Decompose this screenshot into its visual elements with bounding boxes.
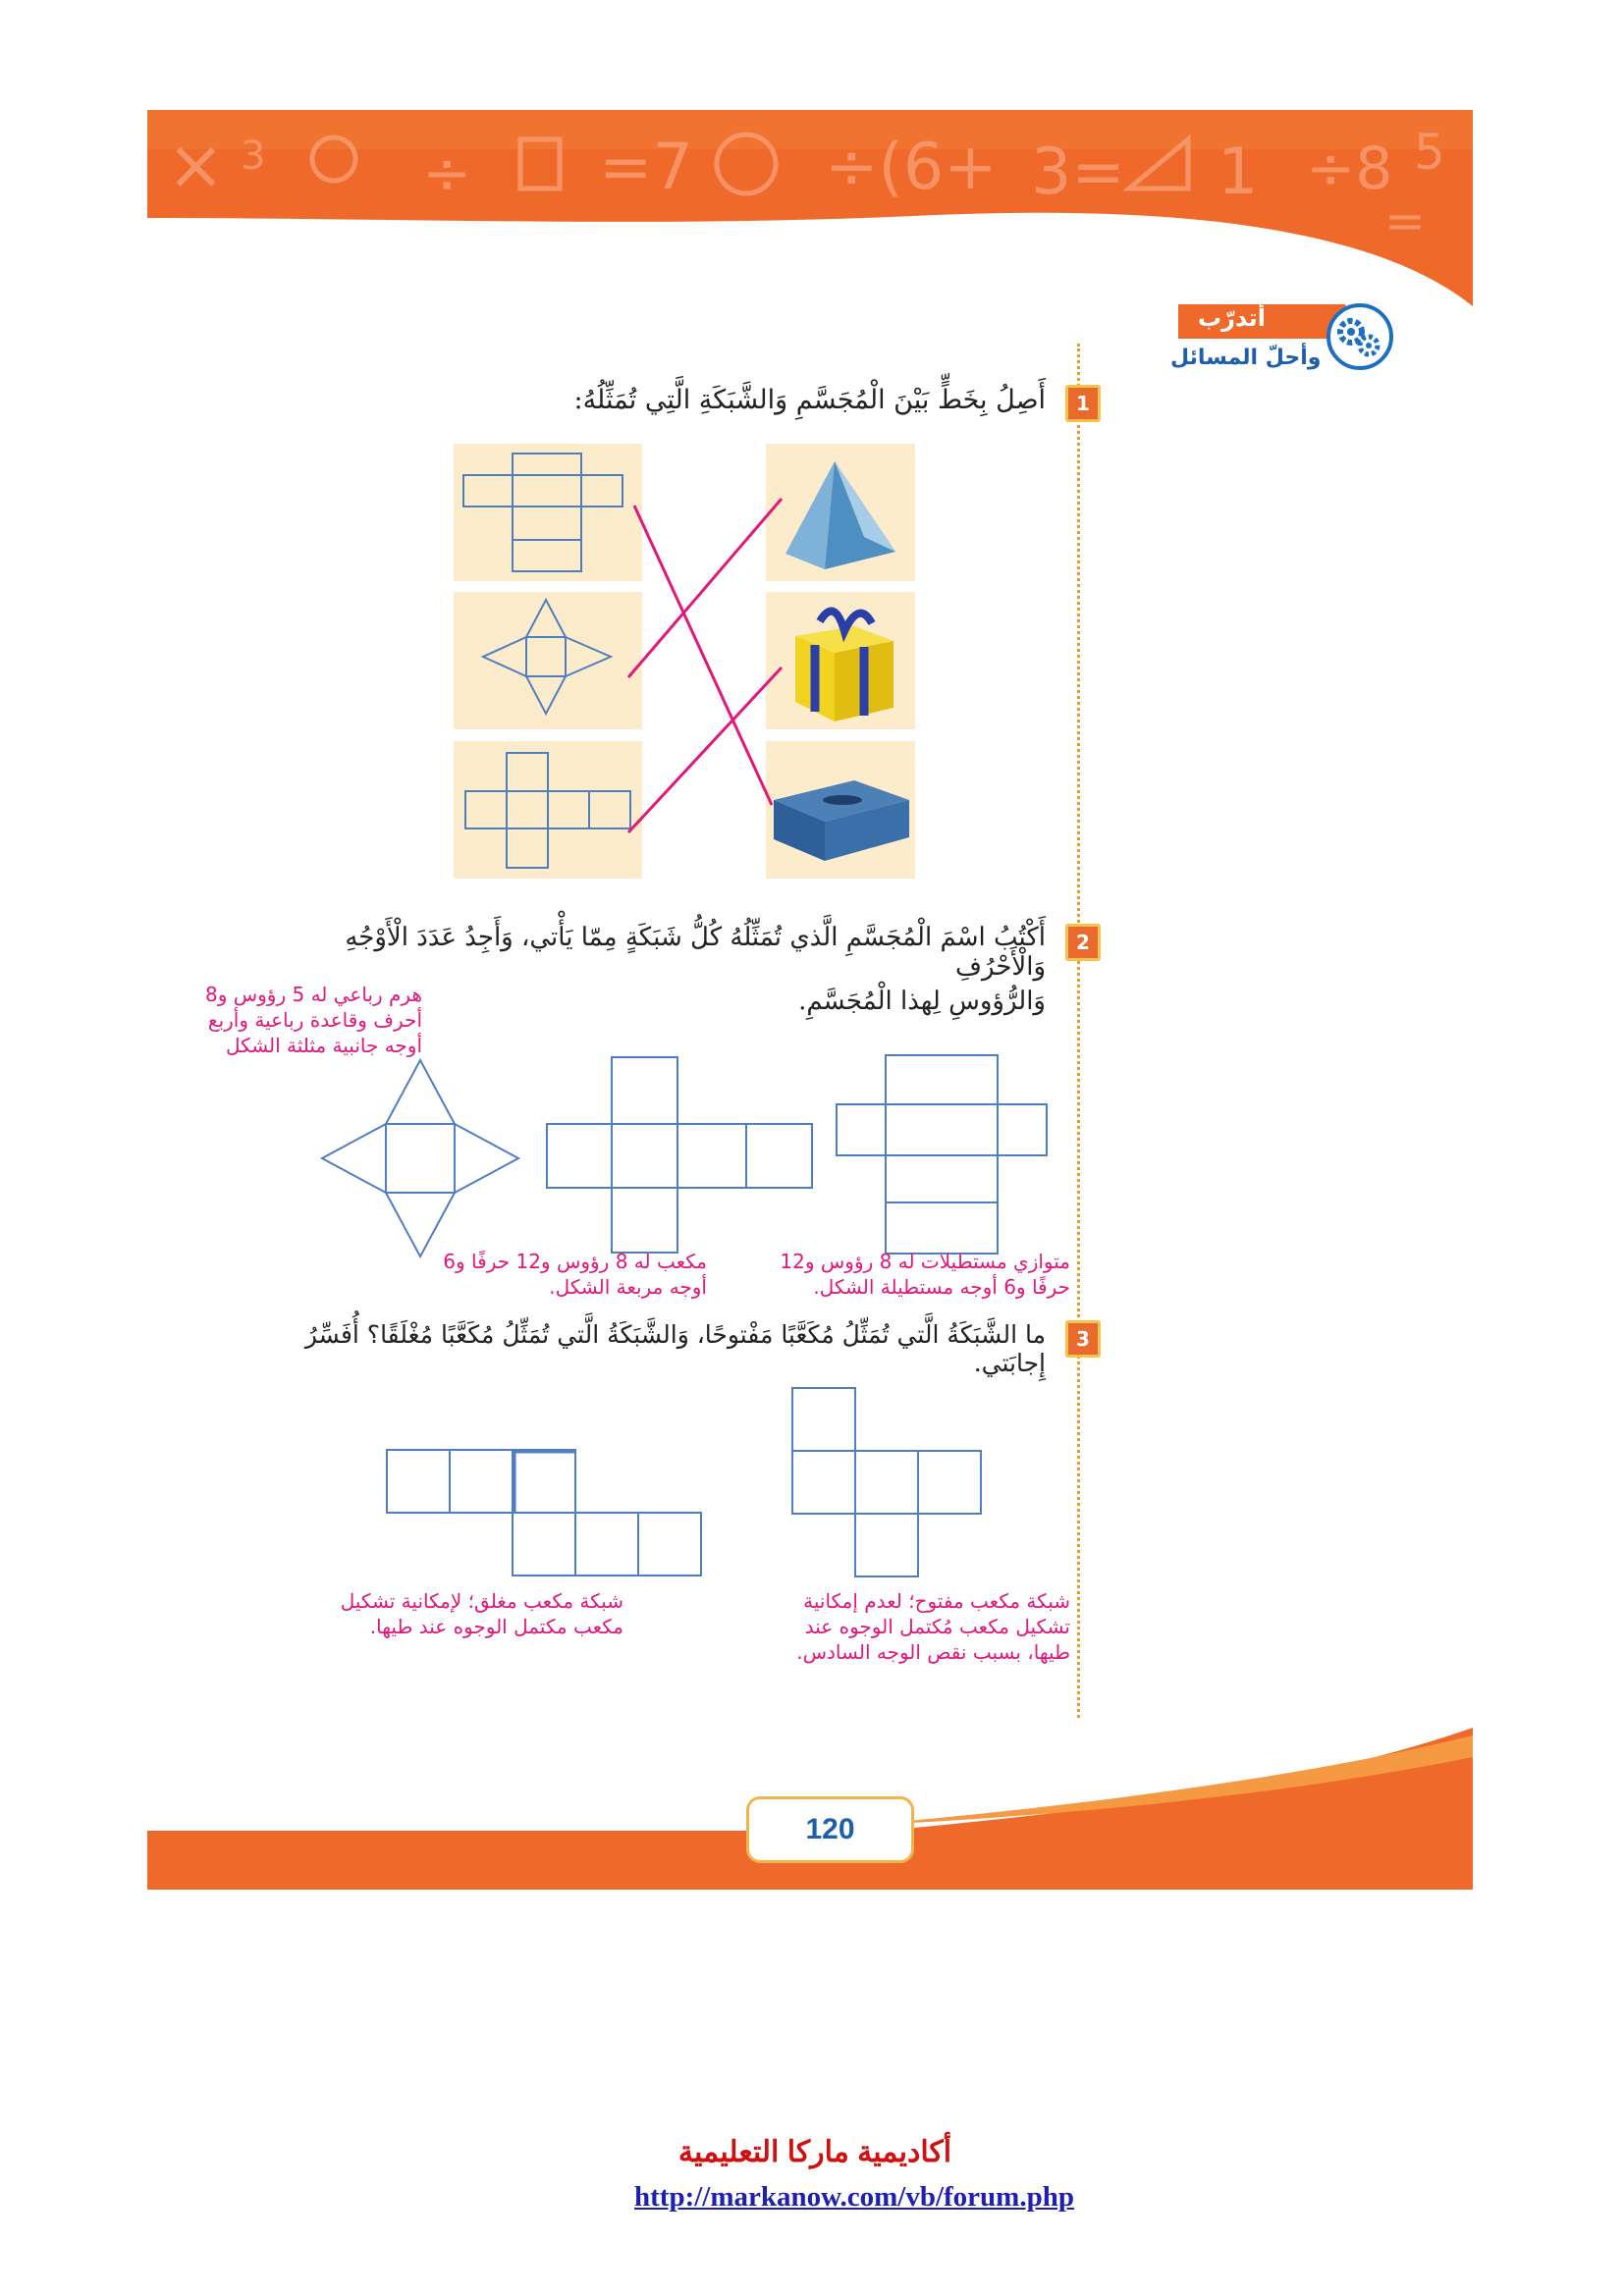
svg-text:3: 3 <box>241 133 266 179</box>
page-number: 120 <box>746 1796 914 1863</box>
question-2-number: 2 <box>1065 924 1101 961</box>
svg-text:5: 5 <box>1414 124 1445 181</box>
net-pyramid <box>319 1055 525 1261</box>
question-1-number: 1 <box>1065 385 1101 422</box>
question-2-text-line2: وَالرُّؤوسِ لِهذا الْمُجَسَّمِ. <box>798 987 1046 1016</box>
question-2-text-line1: أَكْتُبُ اسْمَ الْمُجَسَّمِ الَّذي تُمَثِّلُهُ كُلُّ شَبَكَةٍ مِمّا يَأْتي، وَأَجِدُ عَدَدَ الْأَوْجُهِ وَالْأَحْرُفِ <box>345 923 1046 982</box>
net-open-cube <box>790 1386 987 1582</box>
svg-text:÷(6+: ÷(6+ <box>825 131 998 204</box>
svg-text:÷8: ÷8 <box>1306 134 1393 203</box>
badge-subtitle: وأحلّ المسائل <box>1170 346 1322 370</box>
badge-title: أتدرّب <box>1198 304 1267 332</box>
answer-pyramid: هرم رباعي له 5 رؤوس و8 أحرف وقاعدة رباعية وأربع أوجه جانبية مثلثة الشكل <box>204 983 422 1057</box>
academy-name: أكاديمية ماركا التعليمية <box>677 2136 952 2168</box>
matching-lines <box>589 461 805 854</box>
answer-cube: مكعب له 8 رؤوس و12 حرفًا و6 أوجه مربعة الشكل. <box>443 1250 707 1299</box>
gears-icon <box>1326 302 1394 371</box>
answer-prism: متوازي مستطيلات له 8 رؤوس و12 حرفًا و6 أوجه مستطيلة الشكل. <box>780 1250 1070 1299</box>
question-3-text: ما الشَّبَكَةُ الَّتي تُمَثِّلُ مُكَعَّبًا مَفْتوحًا، وَالشَّبَكَةُ الَّتي تُمَثِّلُ مُكَعَّبًا مُغْلَقًا؟ أُفَسِّرُ إِجابَتي. <box>304 1320 1046 1377</box>
net-closed-cube <box>385 1448 704 1580</box>
answer-open-cube: شبكة مكعب مفتوح؛ لعدم إمكانية تشكيل مكعب مُكتمل الوجوه عند طيها، بسبب نقص الوجه السادس. <box>796 1589 1070 1664</box>
net-cube <box>545 1055 815 1256</box>
question-3-number: 3 <box>1065 1320 1101 1358</box>
svg-text:3=: 3= <box>1031 135 1125 209</box>
academy-link[interactable]: http://markanow.com/vb/forum.php <box>634 2181 1074 2213</box>
svg-text:=7: =7 <box>599 131 693 204</box>
net-rectangular-prism <box>835 1053 1051 1259</box>
svg-text:1: 1 <box>1218 135 1259 209</box>
question-1-text: أَصِلُ بِخَطٍّ بَيْنَ الْمُجَسَّمِ وَالشَّبَكَةِ الَّتِي تُمَثِّلُهُ: <box>573 385 1046 415</box>
margin-dotted-line <box>1077 344 1080 1718</box>
svg-text:×: × <box>167 125 225 205</box>
answer-closed-cube: شبكة مكعب مغلق؛ لإمكانية تشكيل مكعب مكتمل الوجوه عند طيها. <box>340 1589 623 1638</box>
svg-text:÷: ÷ <box>422 139 472 208</box>
svg-text:=: = <box>1384 192 1426 249</box>
practice-section-badge <box>1159 294 1399 393</box>
header-banner <box>147 110 1473 306</box>
